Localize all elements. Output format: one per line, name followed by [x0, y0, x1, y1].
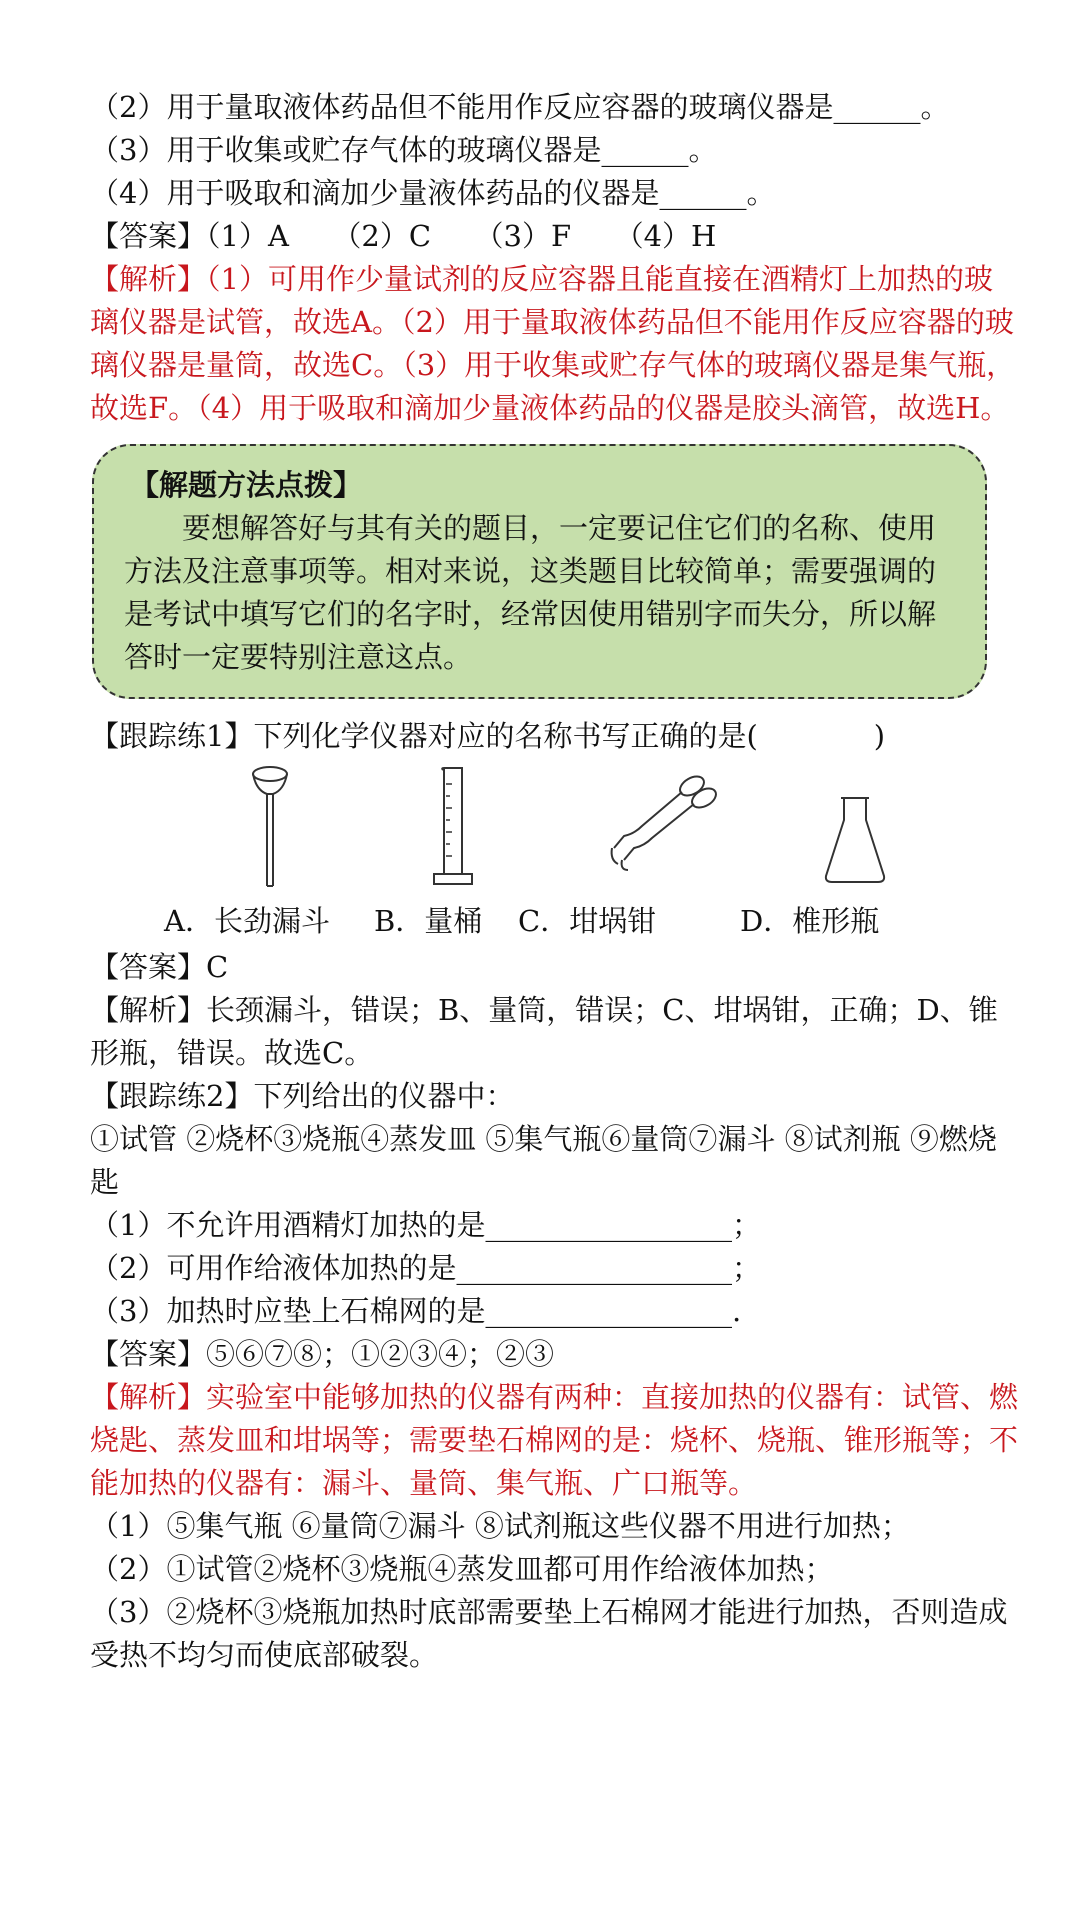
choice-c: C．坩埚钳 — [518, 904, 657, 938]
analysis-text: 实验室中能够加热的仪器有两种：直接加热的仪器有：试管、燃烧匙、蒸发皿和坩埚等；需要垫石棉网的是：烧杯、烧瓶、锥形瓶等；不能加热的仪器有：漏斗、量筒、集气瓶、广口瓶等。 — [90, 1380, 1019, 1500]
conical-flask-icon — [820, 764, 890, 892]
question-4: （4）用于吸取和滴加少量液体药品的仪器是______。 — [90, 176, 776, 210]
question-2: （2）用于量取液体药品但不能用作反应容器的玻璃仪器是______。 — [90, 90, 950, 124]
practice2-subq-2: （2）可用作给液体加热的是___________________； — [90, 1251, 761, 1285]
practice2-note-1: （1）⑤集气瓶 ⑥量筒⑦漏斗 ⑧试剂瓶这些仪器不用进行加热； — [90, 1509, 910, 1543]
practice2-note-3: （3）②烧杯③烧瓶加热时底部需要垫上石棉网才能进行加热，否则造成受热不均匀而使底部破裂。 — [90, 1595, 1008, 1672]
analysis-text: （1）可用作少量试剂的反应容器且能直接在酒精灯上加热的玻璃仪器是试管，故选A。（2）用于量取液体药品但不能用作反应容器的玻璃仪器是量筒，故选C。（3）用于收集或贮存气体的玻璃仪器是集气瓶，故选F。（4）用于吸取和滴加少量液体药品的仪器是胶头滴管，故选H。 — [90, 262, 1016, 425]
practice1-analysis: 【解析】长颈漏斗，错误；B、量筒，错误；C、坩埚钳，正确；D、锥形瓶，错误。故选C。 — [90, 993, 998, 1070]
analysis-label: 【解析】 — [90, 1380, 207, 1414]
practice2-subq-1: （1）不允许用酒精灯加热的是_________________； — [90, 1208, 761, 1242]
tip-body: 要想解答好与其有关的题目，一定要记住它们的名称、使用方法及注意事项等。相对来说，这类题目比较简单；需要强调的是考试中填写它们的名字时，经常因使用错别字而失分，所以解答时一定要特别注意这点。 — [124, 511, 937, 674]
practice2-subq-3: （3）加热时应垫上石棉网的是_________________. — [90, 1294, 742, 1328]
long-neck-funnel-icon — [248, 764, 292, 892]
practice2-items: ①试管 ②烧杯③烧瓶④蒸发皿 ⑤集气瓶⑥量筒⑦漏斗 ⑧试剂瓶 ⑨燃烧匙 — [90, 1122, 997, 1199]
practice1-question: 【跟踪练1】下列化学仪器对应的名称书写正确的是( ) — [90, 719, 886, 753]
choice-b: B．量桶 — [374, 904, 483, 938]
question-3: （3）用于收集或贮存气体的玻璃仪器是______。 — [90, 133, 718, 167]
graduated-cylinder-icon — [430, 764, 476, 892]
practice1-answer: 【答案】C — [90, 950, 229, 984]
practice2-question: 【跟踪练2】下列给出的仪器中： — [90, 1079, 515, 1113]
practice1-choices — [90, 896, 1020, 946]
crucible-tongs-icon — [600, 764, 720, 874]
tip-title: 【解题方法点拨】 — [130, 468, 363, 502]
choice-a: A．长劲漏斗 — [164, 904, 330, 938]
practice2-note-2: （2）①试管②烧杯③烧瓶④蒸发皿都可用作给液体加热； — [90, 1552, 834, 1586]
choice-d: D．椎形瓶 — [740, 904, 880, 938]
analysis-1 — [90, 258, 1020, 430]
analysis-label: 【解析】 — [90, 262, 207, 296]
document-page — [90, 86, 1020, 1677]
instrument-figures — [90, 764, 1020, 896]
practice2-answer: 【答案】⑤⑥⑦⑧；①②③④；②③ — [90, 1337, 555, 1371]
answer-line: 【答案】（1）A （2）C （3）F （4）H — [90, 219, 717, 253]
method-tip-box — [92, 444, 987, 699]
practice2-analysis — [90, 1376, 1020, 1505]
